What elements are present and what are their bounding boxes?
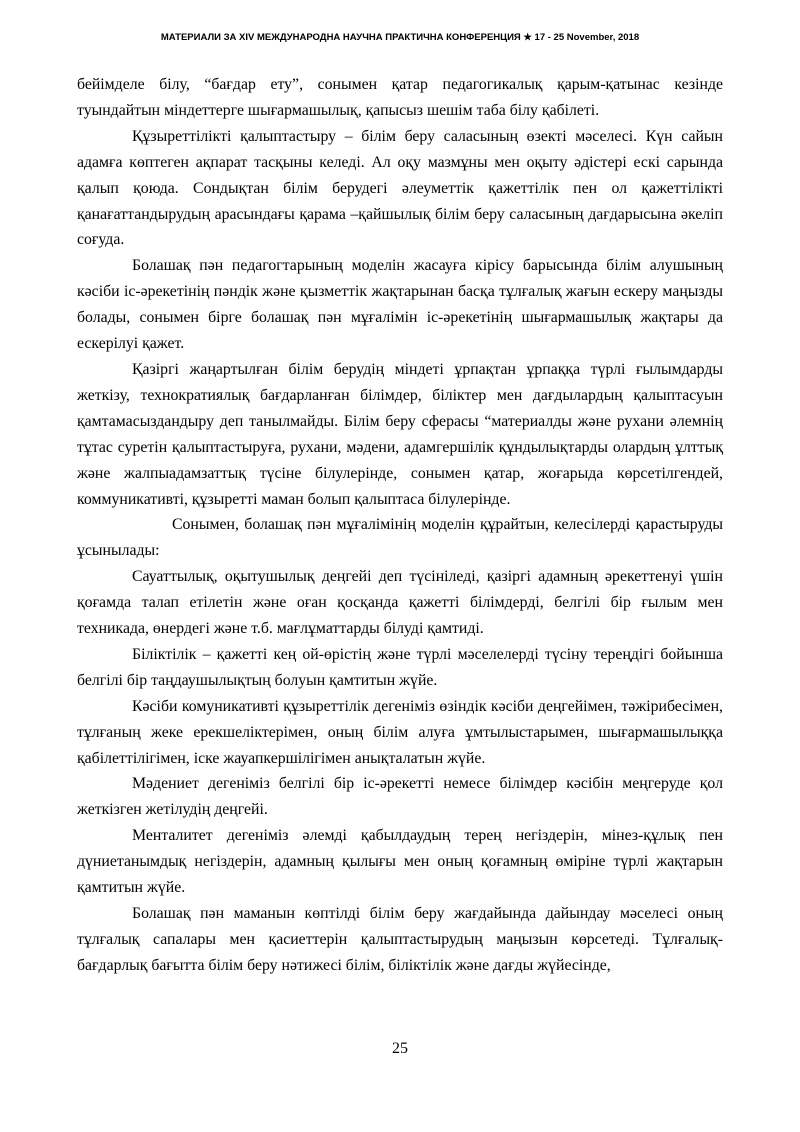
paragraph-continuation: бейімделе білу, “бағдар ету”, сонымен қатар педагогикалық қарым-қатынас кезінде туындайтын міндеттерге шығармашылық, қапысыз шешім таба білу қабілеті. — [77, 76, 723, 119]
document-body — [77, 72, 723, 979]
running-header: МАТЕРИАЛИ ЗА XIV МЕЖДУНАРОДНА НАУЧНА ПРАКТИЧНА КОНФЕРЕНЦИЯ ★ 17 - 25 November, 2018 — [160, 32, 640, 43]
paragraph-literacy: Сауаттылық, оқытушылық деңгейі деп түсініледі, қазіргі адамның әрекеттенуі үшін қоғамда талап етілетін және оған қосқанда қажетті білімдерді, белгілі бір ғылым мен техникада, өнердегі және т.б. мағлұматтарды білуді қамтиді. — [77, 568, 723, 638]
paragraph-teacher-model: Болашақ пән педагогтарының моделін жасауға кірісу барысында білім алушының кәсіби іс-әрекетінің пәндік және қызметтік жақтарынан басқа тұлғалық жағын ескеру маңызды болады, сонымен бірге болашақ пән мұғалімін іс-әрекетінің шығармашылық жақтары да ескерілуі қажет. — [77, 257, 723, 353]
paragraph-communicative-competence: Кәсіби комуникативті құзыреттілік дегеніміз өзіндік кәсіби деңгейімен, тәжірибесімен, тұлғаның жеке ерекшеліктерімен, оның білім алуға ұмтылыстарымен, шығармашылыққа қабілеттілігімен, іске жауапкершілігімен анықталатын жүйе. — [77, 697, 723, 767]
paragraph-qualification: Біліктілік – қажетті кең ой-өрістің және түрлі мәселелерді түсіну тереңдігі бойынша белгілі бір таңдаушылықтың болуын қамтитын жүйе. — [77, 645, 723, 689]
page-number: 25 — [392, 1040, 408, 1057]
paragraph-modern-education: Қазіргі жаңартылған білім берудің міндеті ұрпақтан ұрпаққа түрлі ғылымдарды жеткізу, технократиялық бағдарланған білімдер, біліктер мен дағдылардың қалыптасуын қамтамасыздандыру деп танылмайды. Білім беру сферасы “материалды және рухани әлемнің тұтас суретін қалыптастыруға, рухани, мәдени, адамгершілік құндылықтарды олардың ұлттық және жалпыадамзаттық түсіне білулерінде, сонымен қатар, жоғарыда көрсетілгендей, коммуникативті, құзыретті маман болып қалыптаса білулерінде. — [77, 360, 723, 508]
paragraph-mentality: Менталитет дегеніміз әлемді қабылдаудың терең негіздерін, мінез-құлық пен дүниетанымдық негіздерін, адамның қылығы мен оның қоғамның өміріне түрлі жақтарын қамтитын жүйе. — [77, 827, 723, 897]
paragraph-multilingual-education: Болашақ пән маманын көптілді білім беру жағдайында дайындау мәселесі оның тұлғалық сапалары мен қасиеттерін қалыптастырудың маңызын көрсетеді. Тұлғалық-бағдарлық бағытта білім беру нәтижесі білім, біліктілік және дағды жүйесінде, — [77, 905, 723, 974]
paragraph-culture: Мәдениет дегеніміз белгілі бір іс-әрекетті немесе білімдер кәсібін меңгеруде қол жеткізген жетілудің деңгейі. — [77, 775, 723, 819]
paragraph-model-proposal: Сонымен, болашақ пән мұғалімінің моделін құрайтын, келесілерді қарастыруды ұсынылады: — [77, 516, 723, 560]
paragraph-competence-formation: Құзыреттілікті қалыптастыру – білім беру саласының өзекті мәселесі. Күн сайын адамға көптеген ақпарат тасқыны келеді. Ал оқу мазмұны мен оқыту әдістері ескі сарында қалып қоюда. Сондықтан білім берудегі әлеуметтік қажеттілік пен ол қажеттілікті қанағаттандырудың арасындағы қарама –қайшылық білім беру саласының дағдарысына әкеліп соғуда. — [77, 127, 723, 249]
